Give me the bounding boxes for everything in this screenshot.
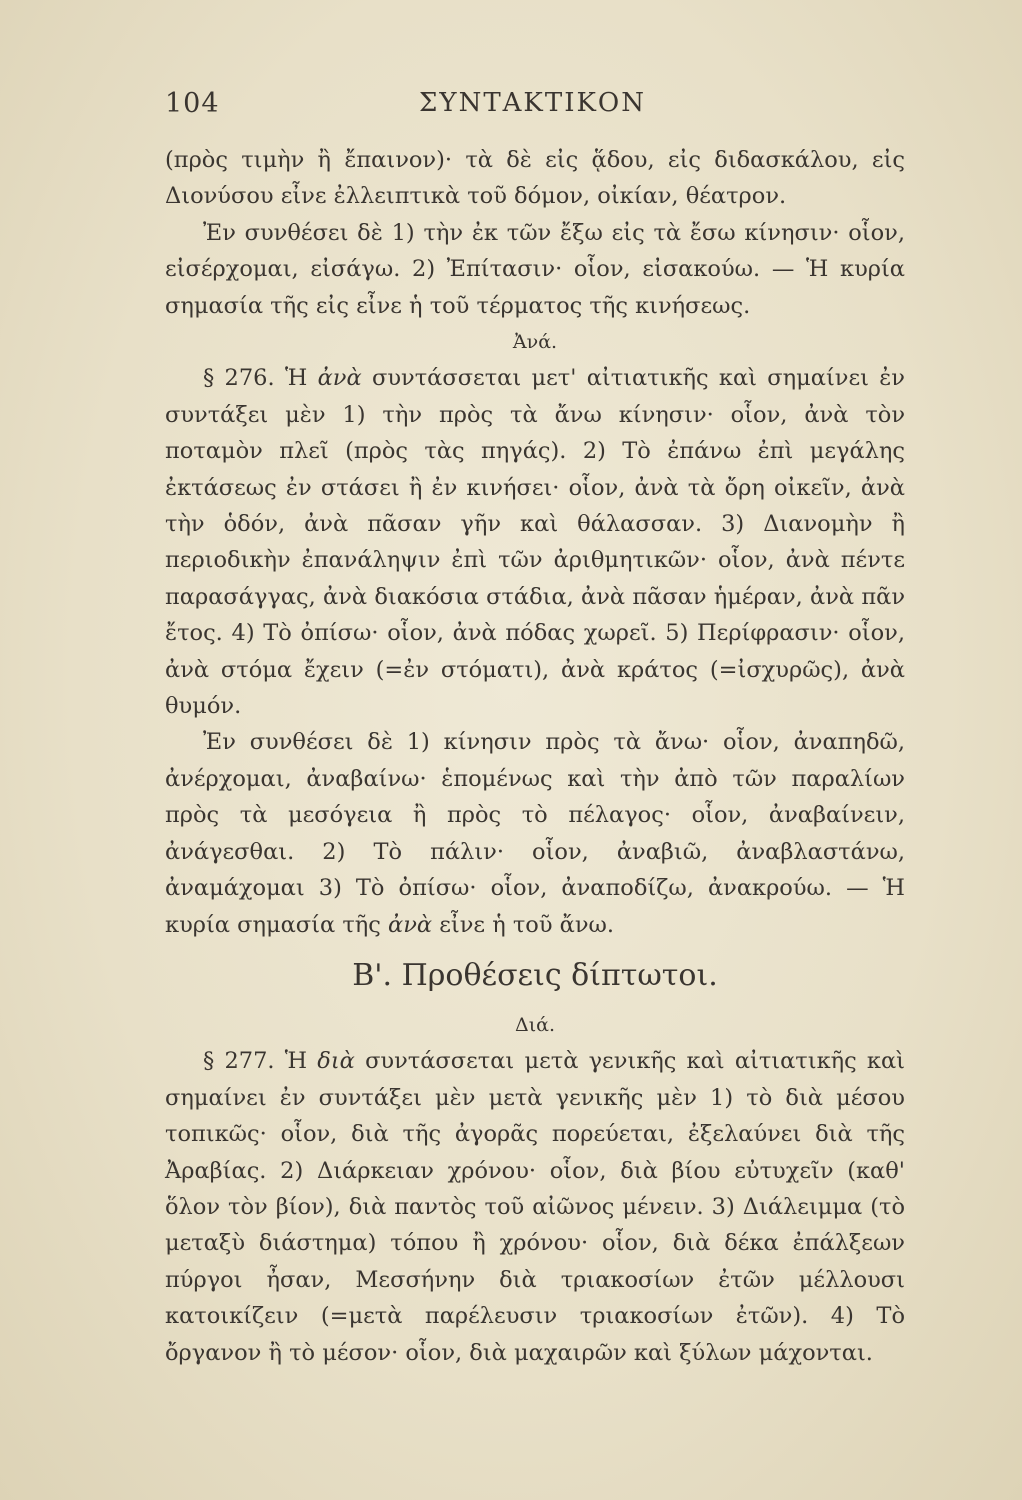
section-heading-diptotes: Β'. Προθέσεις δίπτωτοι. <box>352 957 718 993</box>
preposition-ana-italic: ἀνὰ <box>317 365 362 392</box>
section-277-body: συντάσσεται μετὰ γενικῆς καὶ αἰτιατικῆς καὶ σημαίνει ἐν συντάξει μὲν μετὰ γενικῆς μὲν 1) τὸ διὰ μέσου τοπικῶς· οἷον, διὰ τῆς ἀγορᾶς πορεύεται, ἐξελαύνει διὰ τῆς Ἀραβίας. 2) Διάρκειαν χρόνου· οἷον, διὰ βίου εὐτυχεῖν (καθ' ὅλον τὸν βίον), διὰ παντὸς τοῦ αἰῶνος μένειν. 3) Διάλειμμα (τὸ μεταξὺ διάστημα) τόπου ἢ χρόνου· οἷον, διὰ δέκα ἐπάλξεων πύργοι ἦσαν, Μεσσήνην διὰ τριακοσίων ἐτῶν μέλλουσι κατοικίζειν (=μετὰ παρέλευσιν τριακοσίων ἐτῶν). 4) Τὸ ὄργανον ἢ τὸ μέσον· οἷον, διὰ μαχαιρῶν καὶ ξύλων μάχονται. <box>165 1048 905 1366</box>
preposition-dia-italic: διὰ <box>317 1048 355 1075</box>
section-277-lead: § 277. Ἡ <box>203 1048 318 1075</box>
paragraph-continuation: (πρὸς τιμὴν ἢ ἔπαινον)· τὰ δὲ εἰς ᾅδου, εἰς διδασκάλου, εἰς Διονύσου εἶνε ἐλλειπτικὰ τοῦ δόμον, οἰκίαν, θέατρον. <box>165 147 905 210</box>
subheading-ana: Ἀνά. <box>512 331 558 354</box>
paragraph-eis-synthesis: Ἐν συνθέσει δὲ 1) τὴν ἐκ τῶν ἔξω εἰς τὰ ἔσω κίνησιν· οἷον, εἰσέρχομαι, εἰσάγω. 2) Ἐπίτασιν· οἷον, εἰσακούω. — Ἡ κυρία σημασία τῆς εἰς εἶνε ἡ τοῦ τέρματος τῆς κινήσεως. <box>165 219 905 319</box>
subheading-dia: Διά. <box>514 1013 556 1036</box>
ana-synthesis-end: εἶνε ἡ τοῦ ἄνω. <box>432 911 615 938</box>
section-276-lead: § 276. Ἡ <box>203 365 318 392</box>
preposition-ana-italic-2: ἀνὰ <box>388 911 433 938</box>
section-276 <box>165 360 905 724</box>
body-text <box>165 142 905 1371</box>
page-number: 104 <box>165 88 220 119</box>
page-header <box>165 88 900 128</box>
running-head: ΣΥΝΤΑΚΤΙΚΟΝ <box>419 88 646 118</box>
section-276-body: συντάσσεται μετ' αἰτιατικῆς καὶ σημαίνει ἐν συντάξει μὲν 1) τὴν πρὸς τὰ ἄνω κίνησιν· οἷον, ἀνὰ τὸν ποταμὸν πλεῖ (πρὸς τὰς πηγάς). 2) Τὸ ἐπάνω ἐπὶ μεγάλης ἐκτάσεως ἐν στάσει ἢ ἐν κινήσει· οἷον, ἀνὰ τὰ ὄρη οἰκεῖν, ἀνὰ τὴν ὁδόν, ἀνὰ πᾶσαν γῆν καὶ θάλασσαν. 3) Διανομὴν ἢ περιοδικὴν ἐπανάληψιν ἐπὶ τῶν ἀριθμητικῶν· οἷον, ἀνὰ πέντε παρασάγγας, ἀνὰ διακόσια στάδια, ἀνὰ πᾶσαν ἡμέραν, ἀνὰ πᾶν ἔτος. 4) Τὸ ὀπίσω· οἷον, ἀνὰ πόδας χωρεῖ. 5) Περίφρασιν· οἷον, ἀνὰ στόμα ἔχειν (=ἐν στόματι), ἀνὰ κράτος (=ἰσχυρῶς), ἀνὰ θυμόν. <box>165 365 905 720</box>
paragraph-ana-synthesis <box>165 724 905 942</box>
section-277 <box>165 1043 905 1371</box>
ana-synthesis-body: Ἐν συνθέσει δὲ 1) κίνησιν πρὸς τὰ ἄνω· οἷον, ἀναπηδῶ, ἀνέρχομαι, ἀναβαίνω· ἑπομένως καὶ τὴν ἀπὸ τῶν παραλίων πρὸς τὰ μεσόγεια ἢ πρὸς τὸ πέλαγος· οἷον, ἀναβαίνειν, ἀνάγεσθαι. 2) Τὸ πάλιν· οἷον, ἀναβιῶ, ἀναβλαστάνω, ἀναμάχομαι 3) Τὸ ὀπίσω· οἷον, ἀναποδίζω, ἀνακρούω. — Ἡ κυρία σημασία τῆς <box>165 729 905 938</box>
